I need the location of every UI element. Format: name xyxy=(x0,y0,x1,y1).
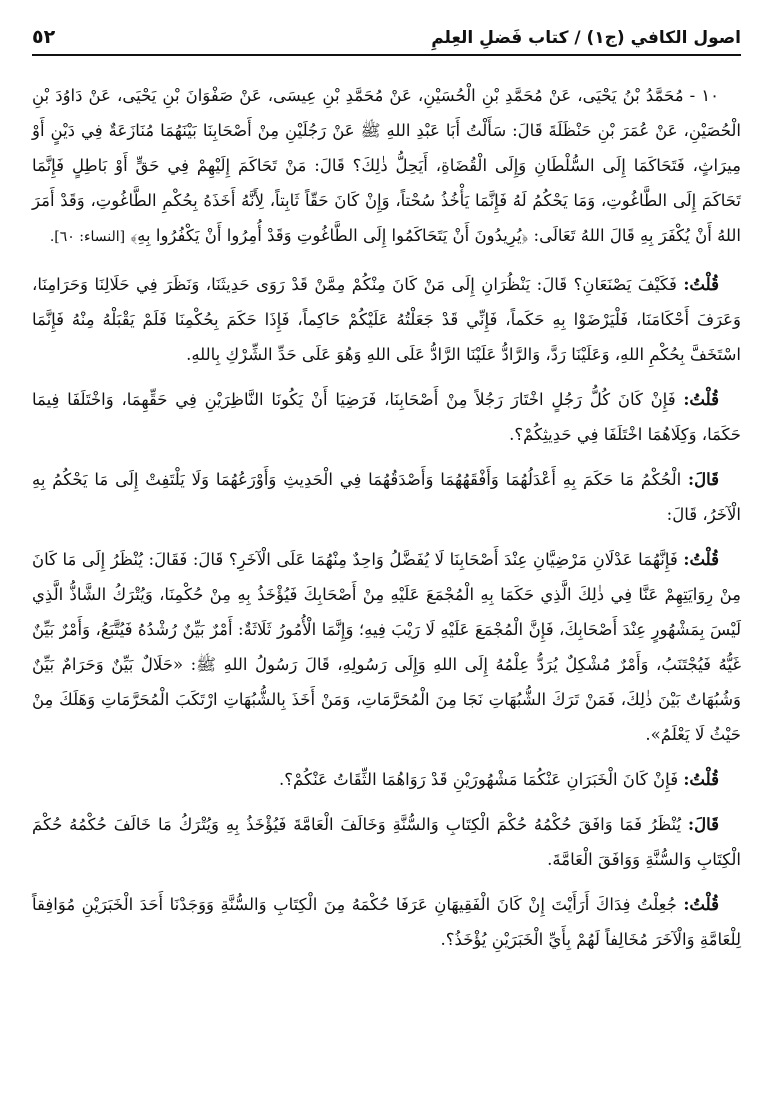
paragraph-3 xyxy=(32,382,741,452)
paragraph-2 xyxy=(32,267,741,372)
paragraph-8 xyxy=(32,887,741,957)
paragraph-text: جُعِلْتُ فِدَاكَ أَرَأَيْتَ إِنْ كَانَ الْفَقِيهَانِ عَرَفَا حُكْمَهُ مِنَ الْكِتَابِ وَالسُّنَّةِ وَوَجَدْنَا أَحَدَ الْخَبَرَيْنِ مُوَافِقاً لِلْعَامَّةِ وَالْآخَرَ مُخَالِفاً لَهُمْ بِأَيِّ الْخَبَرَيْنِ يُؤْخَذُ؟. xyxy=(32,895,741,949)
paragraph-6 xyxy=(32,762,741,797)
paragraph-lead: قُلْتُ: xyxy=(683,895,719,914)
paragraph-lead: قُلْتُ: xyxy=(683,390,719,409)
paragraph-text: فَكَيْفَ يَصْنَعَانِ؟ قَالَ: يَنْظُرَانِ إِلَى مَنْ كَانَ مِنْكُمْ مِمَّنْ قَدْ رَوَى حَدِيثَنَا، وَنَظَرَ فِي حَلَالِنَا وَحَرَامِنَا، وَعَرَفَ أَحْكَامَنَا، فَلْيَرْضَوْا بِهِ حَكَماً، فَإِنِّي قَدْ جَعَلْتُهُ عَلَيْكُمْ حَاكِماً، فَإِذَا حَكَمَ بِحُكْمِنَا فَلَمْ يَقْبَلْهُ مِنْهُ فَإِنَّمَا اسْتَخَفَّ بِحُكْمِ اللهِ، وَعَلَيْنَا رَدَّ، وَالرَّادُّ عَلَيْنَا الرَّادُّ عَلَى اللهِ وَهُوَ عَلَى حَدِّ الشِّرْكِ بِاللهِ. xyxy=(32,275,741,364)
paragraph-1 xyxy=(32,78,741,255)
paragraph-lead: قُلْتُ: xyxy=(683,550,720,569)
running-header xyxy=(32,14,741,48)
paragraph-text: فَإِنْ كَانَ كُلُّ رَجُلٍ اخْتَارَ رَجُلاً مِنْ أَصْحَابِنَا، فَرَضِيَا أَنْ يَكُونَا النَّاظِرَيْنِ فِي حَقِّهِمَا، وَاخْتَلَفَا فِيمَا حَكَمَا، وَكِلَاهُمَا اخْتَلَفَا فِي حَدِيثِكُمْ؟. xyxy=(32,390,741,444)
running-title: اصول الكافي (ج١) / كتاب فَضلِ العِلمِ xyxy=(431,28,741,48)
paragraph-lead: قَالَ: xyxy=(688,815,720,834)
paragraph-text: الْحُكْمُ مَا حَكَمَ بِهِ أَعْدَلُهُمَا وَأَفْقَهُهُمَا وَأَصْدَقُهُمَا فِي الْحَدِيثِ وَأَوْرَعُهُمَا وَلَا يَلْتَفِتْ إِلَى مَا يَحْكُمُ بِهِ الْآخَرُ، قَالَ: xyxy=(32,470,741,524)
quran-reference: [النساء: ٦٠]. xyxy=(49,229,126,245)
paragraph-text: ١٠ - مُحَمَّدُ بْنُ يَحْيَى، عَنْ مُحَمَّدِ بْنِ الْحُسَيْنِ، عَنْ مُحَمَّدِ بْنِ عِيسَى، عَنْ صَفْوَانَ بْنِ يَحْيَى، عَنْ دَاوُدَ بْنِ الْحُصَيْنِ، عَنْ عُمَرَ بْنِ حَنْظَلَةَ قَالَ: سَأَلْتُ أَبَا عَبْدِ اللهِ ﷺ عَنْ رَجُلَيْنِ مِنْ أَصْحَابِنَا بَيْنَهُمَا مُنَازَعَةٌ فِي دَيْنٍ أَوْ مِيرَاثٍ، فَتَحَاكَمَا إِلَى السُّلْطَانِ وَإِلَى الْقُضَاةِ، أَيَحِلُّ ذٰلِكَ؟ قَالَ: مَنْ تَحَاكَمَ إِلَيْهِمْ فِي حَقٍّ أَوْ بَاطِلٍ فَإِنَّمَا تَحَاكَمَ إِلَى الطَّاغُوتِ، وَمَا يَحْكُمُ لَهُ فَإِنَّمَا يَأْخُذُ سُحْتاً، وَإِنْ كَانَ حَقّاً ثَابِتاً، لِأَنَّهُ أَخَذَهُ بِحُكْمِ الطَّاغُوتِ، وَقَدْ أَمَرَ اللهُ أَنْ يُكْفَرَ بِهِ قَالَ اللهُ تَعَالَى: ﴿يُرِيدُونَ أَنْ يَتَحَاكَمُوا إِلَى الطَّاغُوتِ وَقَدْ أُمِرُوا أَنْ يَكْفُرُوا بِهِ﴾ xyxy=(32,86,741,245)
paragraph-lead: قُلْتُ: xyxy=(683,770,719,789)
paragraph-5 xyxy=(32,542,741,752)
paragraph-text: يُنْظَرُ فَمَا وَافَقَ حُكْمُهُ حُكْمَ الْكِتَابِ وَالسُّنَّةِ وَخَالَفَ الْعَامَّةَ فَيُؤْخَذُ بِهِ وَيُتْرَكُ مَا خَالَفَ حُكْمُهُ حُكْمَ الْكِتَابِ وَالسُّنَّةِ وَوَافَقَ الْعَامَّةَ. xyxy=(32,815,741,869)
header-rule xyxy=(32,54,741,56)
paragraph-lead: قَالَ: xyxy=(688,470,720,489)
paragraph-7 xyxy=(32,807,741,877)
paragraph-4 xyxy=(32,462,741,532)
hadith-text xyxy=(32,78,741,957)
paragraph-text: فَإِنَّهُمَا عَدْلَانِ مَرْضِيَّانِ عِنْدَ أَصْحَابِنَا لَا يُفَضَّلُ وَاحِدٌ مِنْهُمَا عَلَى الْآخَرِ؟ قَالَ: فَقَالَ: يُنْظَرُ إِلَى مَا كَانَ مِنْ رِوَايَتِهِمْ عَنَّا فِي ذٰلِكَ الَّذِي حَكَمَا بِهِ الْمُجْمَعَ عَلَيْهِ مِنْ أَصْحَابِكَ فَيُؤْخَذُ بِهِ مِنْ حُكْمِنَا، وَيُتْرَكُ الشَّاذُّ الَّذِي لَيْسَ بِمَشْهُورٍ عِنْدَ أَصْحَابِكَ، فَإِنَّ الْمُجْمَعَ عَلَيْهِ لَا رَيْبَ فِيهِ؛ وَإِنَّمَا الْأُمُورُ ثَلَاثَةٌ: أَمْرٌ بَيِّنٌ رُشْدُهُ فَيُتَّبَعُ، وَأَمْرٌ بَيِّنٌ غَيُّهُ فَيُجْتَنَبُ، وَأَمْرٌ مُشْكِلٌ يُرَدُّ عِلْمُهُ إِلَى اللهِ وَإِلَى رَسُولِهِ، قَالَ رَسُولُ اللهِ ﷺ: «حَلَالٌ بَيِّنٌ وَحَرَامٌ بَيِّنٌ وَشُبُهَاتٌ بَيْنَ ذٰلِكَ، فَمَنْ تَرَكَ الشُّبُهَاتِ نَجَا مِنَ الْمُحَرَّمَاتِ، وَمَنْ أَخَذَ بِالشُّبُهَاتِ ارْتَكَبَ الْمُحَرَّمَاتِ وَهَلَكَ مِنْ حَيْثُ لَا يَعْلَمُ». xyxy=(32,550,741,744)
page-number: ٥٢ xyxy=(32,26,56,48)
paragraph-lead: قُلْتُ: xyxy=(683,275,719,294)
paragraph-text: فَإِنْ كَانَ الْخَبَرَانِ عَنْكُمَا مَشْهُورَيْنِ قَدْ رَوَاهُمَا الثِّقَاتُ عَنْكُمْ؟. xyxy=(278,770,679,789)
